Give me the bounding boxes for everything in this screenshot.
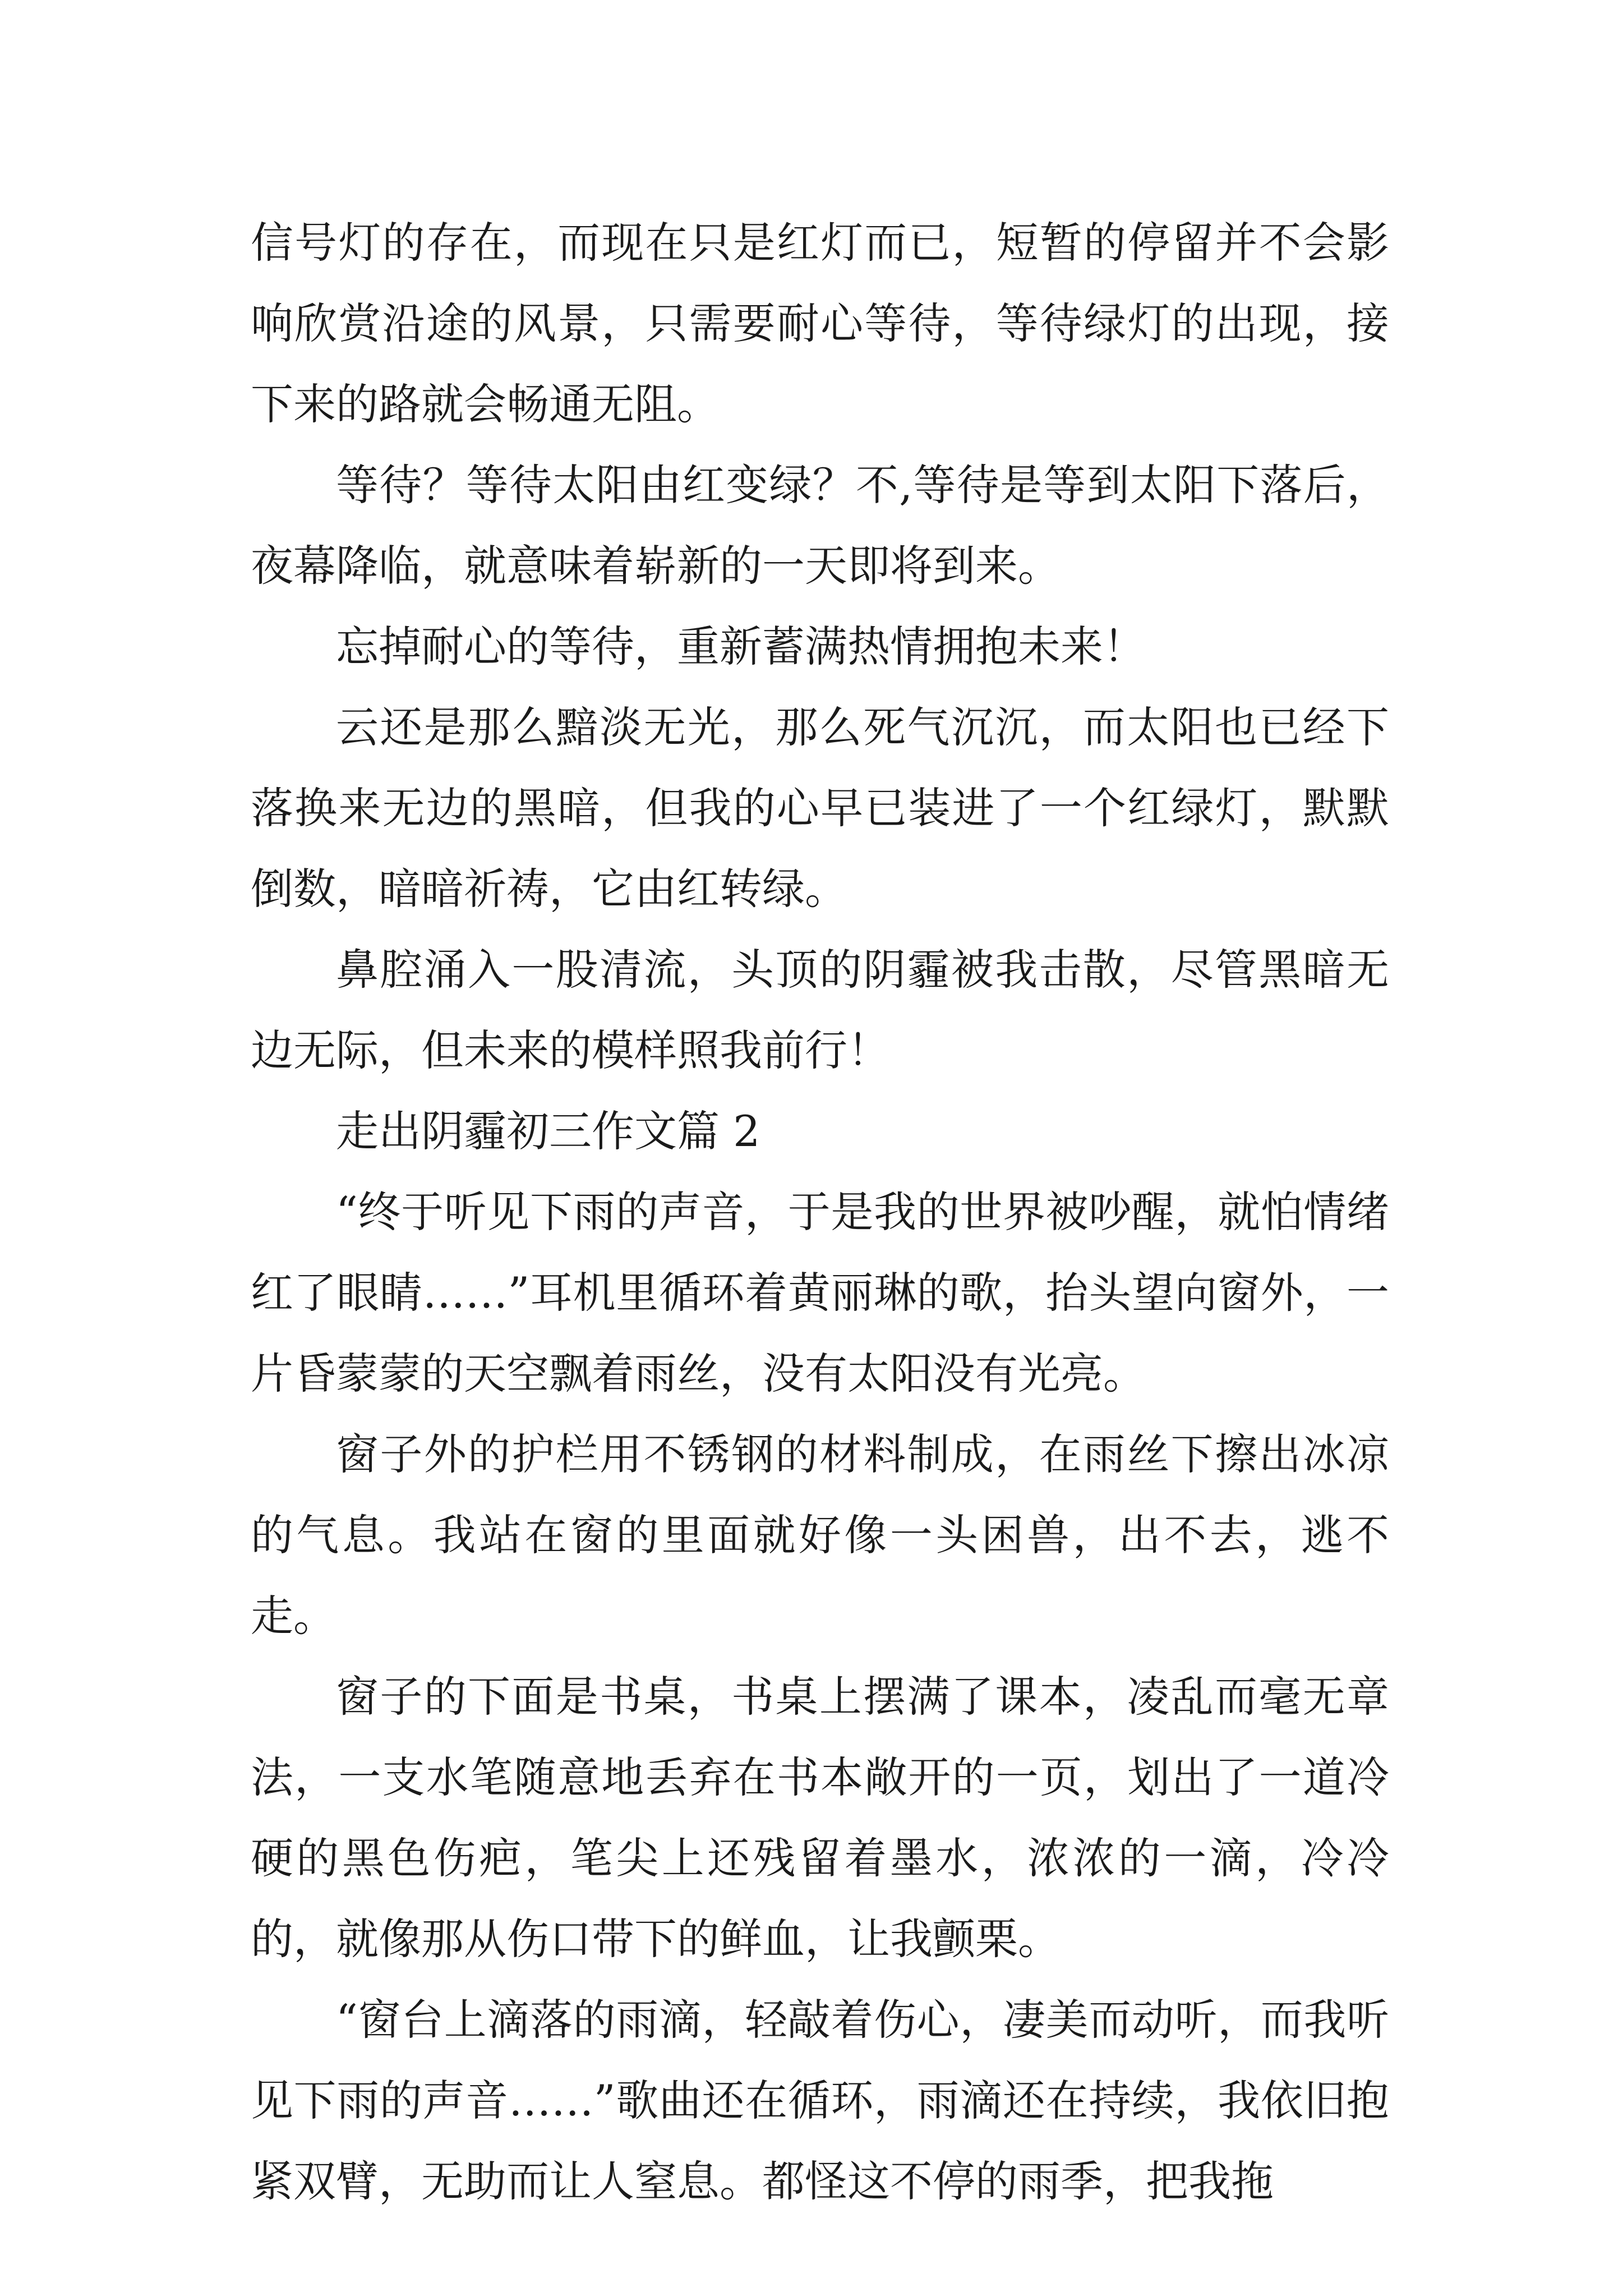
paragraph: 窗子外的护栏用不锈钢的材料制成，在雨丝下擦出冰凉的气息。我站在窗的里面就好像一头困兽，出不去，逃不走。 xyxy=(251,1429,1389,1641)
paragraph: “窗台上滴落的雨滴，轻敲着伤心，凄美而动听，而我听见下雨的声音……”歌曲还在循环，雨滴还在持续，我依旧抱紧双臂，无助而让人窒息。都怪这不停的雨季，把我拖 xyxy=(251,1995,1389,2206)
paragraph: 窗子的下面是书桌，书桌上摆满了课本，凌乱而毫无章法，一支水笔随意地丢弃在书本敞开的一页，划出了一道冷硬的黑色伤疤，笔尖上还残留着墨水，浓浓的一滴，冷冷的，就像那从伤口带下的鲜血，让我颤栗。 xyxy=(251,1672,1389,1964)
paragraph: 云还是那么黯淡无光，那么死气沉沉，而太阳也已经下落换来无边的黑暗，但我的心早已装进了一个红绿灯，默默倒数，暗暗祈祷，它由红转绿。 xyxy=(251,702,1389,914)
paragraph: 等待？等待太阳由红变绿？不,等待是等到太阳下落后，夜幕降临，就意味着崭新的一天即将到来。 xyxy=(251,460,1389,591)
paragraph: “终于听见下雨的声音，于是我的世界被吵醒，就怕情绪红了眼睛……”耳机里循环着黄丽琳的歌，抬头望向窗外，一片昏蒙蒙的天空飘着雨丝，没有太阳没有光亮。 xyxy=(251,1187,1389,1398)
paragraph: 信号灯的存在，而现在只是红灯而已，短暂的停留并不会影响欣赏沿途的风景，只需要耐心等待，等待绿灯的出现，接下来的路就会畅通无阻。 xyxy=(251,218,1389,429)
paragraph: 忘掉耐心的等待，重新蓄满热情拥抱未来！ xyxy=(336,622,1146,671)
paragraph: 鼻腔涌入一股清流，头顶的阴霾被我击散，尽管黑暗无边无际，但未来的模样照我前行！ xyxy=(251,945,1389,1075)
section-title: 走出阴霾初三作文篇 2 xyxy=(336,1106,760,1156)
document-body xyxy=(251,203,1389,2222)
